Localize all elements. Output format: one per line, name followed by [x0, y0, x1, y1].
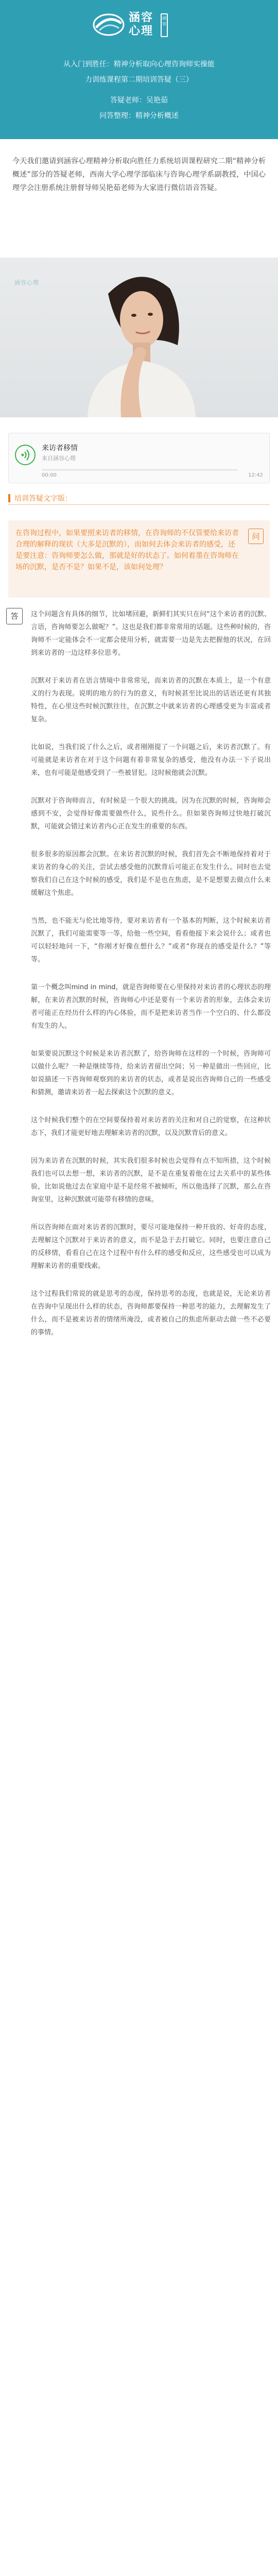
woman-illustration: [0, 258, 278, 417]
brand-name: 涵容心理: [129, 11, 154, 38]
answer-paragraph: 如果要说沉默这个时候是来访者沉默了，给咨询师在这样的一个时候，咨询师可以做什么呢？一种是继续等待，给来访者留出空间；另一种是做出一些回应，比如说描述一下咨询师观察到的来访者的状态，或者是说出咨询师自己的一些感受和猜测，邀请来访者一起去探索这个沉默的意义。: [31, 1050, 271, 1096]
header-line-editor: 问答整理：精神分析概述: [99, 112, 179, 120]
answer-paragraph: 第一个概念叫mind in mind，就是咨询师要在心里保持对来访者的心理状态的理解，在来访者沉默的时候，咨询师心中还是要有一个来访者的形象，去体会来访者可能正在经历什么样的内心体验，而不是把来访者当作一个空白的、什么都没有发生的人。: [31, 984, 271, 1030]
answer-paragraph: 所以咨询师在面对来访者的沉默时，要尽可能地保持一种开放的、好奇的态度，去理解这个沉默对于来访者的意义，而不是急于去打破它。同时，也要注意自己的反移情，看看自己在这个过程中有什么样的感受和反应，这些感受也可以成为理解来访者的重要线索。: [31, 1224, 271, 1270]
section-accent-bar: [8, 494, 10, 502]
audio-player[interactable]: [8, 433, 270, 483]
section-divider: [8, 504, 270, 505]
intro-paragraph: 今天我们邀请到涵容心理精神分析取向胜任力系统培训课程研究二期“精神分析概述”部分的答疑老师，西南大学心理学部临床与咨询心理学系副教授，中国心理学会注册系统注册督导师吴艳茹老师为大家进行微信语音答疑。: [12, 157, 266, 192]
header-line-1: 从入门到胜任：精神分析取向心理咨询师实操能: [63, 60, 215, 69]
brand-logo: [93, 10, 185, 41]
header-banner: [0, 0, 278, 139]
swirl-logo-icon: [93, 12, 125, 37]
photo-watermark: 涵容心理: [14, 279, 39, 286]
audio-source: 来自涵容心理: [42, 455, 76, 462]
brand-side-tag: 涵容: [161, 13, 168, 37]
answer-paragraph: 沉默对于来访者在语言情境中非常常见，而来访者的沉默在本质上，是一个有意义的行为表现。说明的地方的行为的意义，有时候甚至比说出的话语还更有其独特性，在心里这些时候沉默往往，在沉默之中就来访者的心理感受更为丰富或者复杂。: [31, 677, 271, 723]
thinking-woman-photo: [0, 258, 278, 417]
audio-wave-icon: [16, 446, 34, 464]
section-title: 培训答疑文字版：: [14, 495, 72, 503]
answer-paragraph: 比如说，当我们说了什么之后，或者刚刚提了一个问题之后，来访者沉默了。有可能就是来访者在对于这个问题有着非常复杂的感受，他没有办法一下子说出来，也有可能是他感受到了一些被冒犯。这时候他就会沉默。: [31, 743, 271, 777]
section-header: [8, 492, 270, 505]
audio-title: 来访者移情: [42, 444, 78, 452]
answer-paragraph: 这个时候我们整个的在空间要保持着对来访者的关注和对自己的觉察，在这种状态下，我们才能更好地去理解来访者的沉默，以及沉默背后的意义。: [31, 1116, 271, 1137]
question-text: 在咨询过程中，如果要照来访者的移情，在咨询师的不仅管要给来访者合理的解释的现状（大多是沉默的），而如何去体会来访者的感受，还是要注意：咨询师要怎么做，那就是好的状态了。如何着墨在咨询师在场的沉默，是否不是？如果不是，该如何处理？: [15, 529, 239, 571]
answer-paragraph: 因为来访者在沉默的时候，其实我们很多时候也会觉得有点不知所措，这个时候我们也可以去想一想，来访者的沉默，是不是在重复着他在过去关系中的某些体验，比如说他过去在家庭中是不是经常不被倾听，所以他选择了沉默，那么在咨询室里，这种沉默就可能带有移情的意味。: [31, 1157, 271, 1204]
question-badge: 问: [248, 529, 264, 544]
answer-paragraph: 这个问题含有具体的细节，比如堵回避，新鲜们其实只在问“这个来访者的沉默、言语，咨询师要怎么做呢？”。这也是我们都非常常用的话题。这些种时候的，咨询师不一定能体会不一定都会使用分析，就需要一边是先去把握他的状况，在回到来访者的一边这样多位思考。: [31, 611, 271, 657]
answer-paragraph: 很多很多的原因都会沉默。在来访者沉默的时候，我们首先会不断地保持着对于来访者的身心的关注，尝试去感受他的沉默背后可能正在发生什么。同时也去觉察我们自己在这个时候的感受，我们是不是也在焦虑，是不是想要去做点什么来缓解这个焦虑。: [31, 851, 271, 897]
answer-paragraph: 当然，也不能无与伦比地等待，要对来访者有一个基本的判断，这个时候来访者沉默了，我们可能需要等一等，给他一些空间，看看他接下来会说什么；或者也可以轻轻地问一下，“你刚才好像在想什么？”或者“你现在的感受是什么？”等等。: [31, 917, 271, 963]
question-block: [8, 520, 270, 598]
answer-paragraph: 沉默对于咨询师而言，有时候是一个很大的挑战。因为在沉默的时候，咨询师会感到不安，会觉得好像需要做些什么，说些什么。但如果咨询师过快地打破沉默，可能就会错过来访者内心正在发生的重要的东西。: [31, 797, 271, 831]
audio-progress-bar[interactable]: [42, 469, 237, 470]
answer-body: [31, 608, 271, 1354]
header-line-teacher: 答疑老师：吴艳茹: [110, 96, 168, 105]
audio-duration: 12:42: [248, 472, 263, 478]
header-line-2: 力训练课程第二期培训答疑（三）: [85, 76, 193, 84]
audio-current-time: 00:00: [42, 472, 57, 478]
answer-block: [6, 608, 272, 2576]
answer-badge: 答: [6, 608, 23, 624]
answer-paragraph: 这个过程我们常说的就是思考的态度，保持思考的态度，也就是说，无论来访者在咨询中呈现出什么样的状态，咨询师都要保持一种思考的能力，去理解发生了什么，而不是被来访者的情绪所淹没，或者被自己的焦虑所驱动去做一些不必要的事情。: [31, 1290, 271, 1336]
header-text-block: [10, 57, 268, 124]
play-button[interactable]: [15, 445, 36, 465]
